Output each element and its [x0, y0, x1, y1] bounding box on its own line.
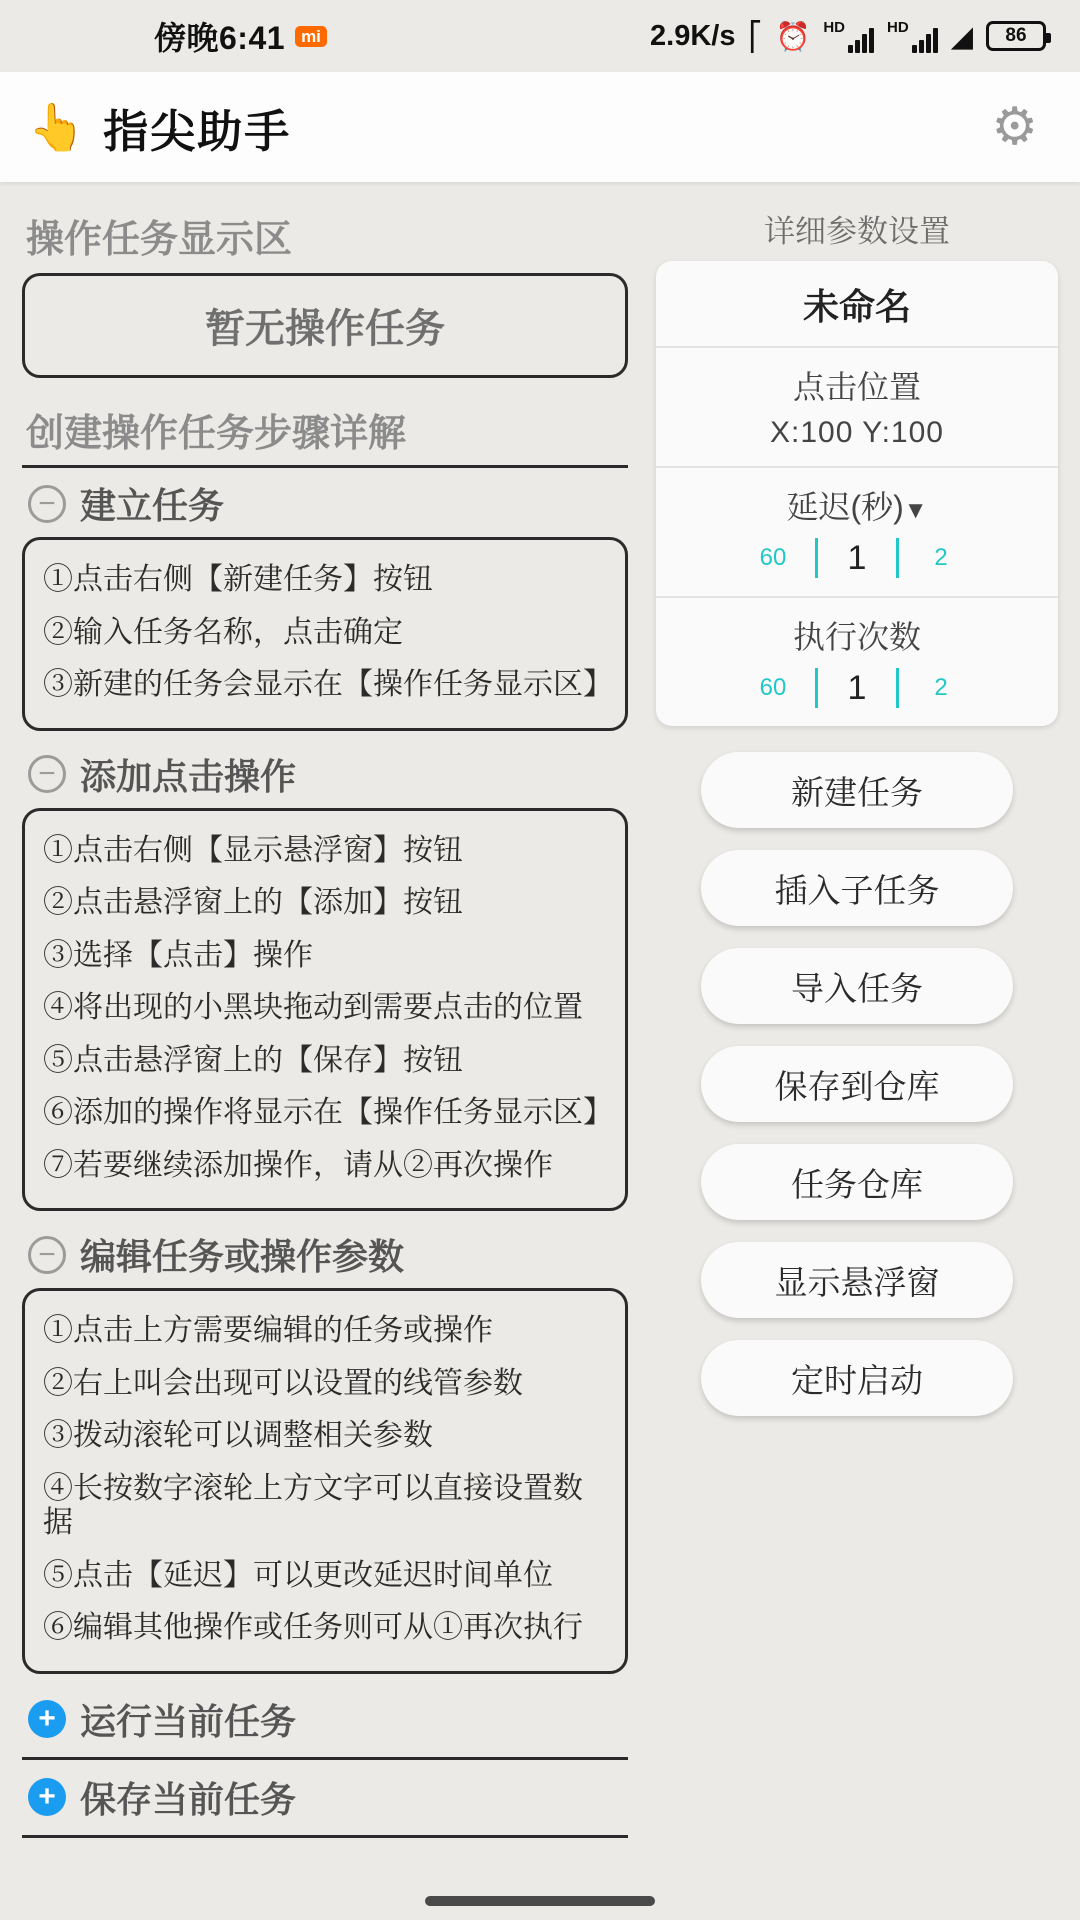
spinner-divider	[815, 538, 818, 578]
pointing-finger-icon: 👆	[28, 100, 86, 153]
repeat-spinner[interactable]	[656, 664, 1058, 714]
right-column	[650, 182, 1080, 1920]
task-area-title: 操作任务显示区	[26, 219, 293, 261]
task-display-area[interactable]	[22, 273, 628, 378]
hd-label-1: HD	[823, 18, 846, 36]
spinner-divider	[896, 538, 899, 578]
save-to-repository-button[interactable]: 保存到仓库	[701, 1046, 1013, 1122]
group-label: 编辑任务或操作参数	[80, 1236, 405, 1277]
step-item: ⑥编辑其他操作或任务则可从①再次执行	[43, 1611, 583, 1644]
signal-1	[823, 20, 874, 53]
insert-subtask-button[interactable]: 插入子任务	[701, 850, 1013, 926]
group-header-save-task[interactable]	[22, 1760, 628, 1838]
step-item: ③新建的任务会显示在【操作任务显示区】	[43, 668, 613, 701]
group-header-edit-params[interactable]	[22, 1219, 628, 1288]
spinner-divider	[815, 668, 818, 708]
position-label: 点击位置	[792, 369, 921, 405]
step-item: ④将出现的小黑块拖动到需要点击的位置	[43, 991, 583, 1024]
delay-label[interactable]	[656, 480, 1058, 534]
repeat-section[interactable]	[656, 598, 1058, 726]
alarm-icon: ⏰	[775, 20, 811, 52]
show-floating-window-button[interactable]: 显示悬浮窗	[701, 1242, 1013, 1318]
steps-section-title: 创建操作任务步骤详解	[22, 396, 628, 468]
signal-bars-2	[912, 25, 938, 53]
wifi-icon: ◢	[950, 20, 973, 53]
group-label: 添加点击操作	[80, 755, 297, 797]
signal-bars-1	[848, 25, 874, 53]
position-section[interactable]	[656, 348, 1058, 468]
status-time: 傍晚6:41	[154, 20, 286, 56]
step-item: ④长按数字滚轮上方文字可以直接设置数据	[43, 1471, 583, 1539]
spinner-divider	[896, 668, 899, 708]
hd-label-2: HD	[887, 18, 909, 36]
group-header-create-task[interactable]	[22, 468, 628, 537]
delay-current-value[interactable]: 1	[847, 538, 867, 577]
status-left	[154, 13, 327, 59]
repeat-current-value[interactable]: 1	[847, 668, 867, 707]
step-item: ⑦若要继续添加操作，请从②再次操作	[43, 1148, 553, 1182]
network-speed: 2.9K/s	[650, 19, 736, 52]
step-item: ⑤点击悬浮窗上的【保存】按钮	[43, 1043, 463, 1077]
delay-label-text: 延迟(秒)	[786, 489, 904, 525]
delay-spinner[interactable]	[656, 534, 1058, 584]
step-item: ⑥添加的操作将显示在【操作任务显示区】	[43, 1096, 613, 1129]
battery-indicator	[986, 21, 1046, 51]
repeat-prev-value[interactable]: 60	[759, 674, 787, 701]
main-content	[0, 182, 1080, 1920]
left-column	[0, 182, 650, 1920]
group-header-run-task[interactable]	[22, 1682, 628, 1760]
group-header-add-click[interactable]	[22, 739, 628, 808]
param-panel-title: 详细参数设置	[764, 214, 950, 249]
chevron-down-icon[interactable]: ▼	[903, 497, 928, 524]
brand-badge-icon: mi	[295, 26, 327, 47]
step-item: ①点击右侧【新建任务】按钮	[43, 563, 433, 596]
task-empty-label: 暂无操作任务	[205, 307, 445, 351]
delay-prev-value[interactable]: 60	[759, 544, 787, 571]
group-label: 运行当前任务	[80, 1700, 297, 1742]
home-indicator[interactable]	[425, 1896, 655, 1906]
plus-icon[interactable]: +	[28, 1700, 66, 1738]
minus-icon[interactable]: −	[28, 1236, 66, 1274]
navigation-bar	[0, 1882, 1080, 1920]
bluetooth-icon: ⎡	[748, 20, 763, 52]
group-body-create-task	[22, 537, 628, 731]
step-item: ⑤点击【延迟】可以更改延迟时间单位	[43, 1558, 553, 1592]
group-body-edit-params	[22, 1288, 628, 1674]
task-name-field[interactable]: 未命名	[656, 261, 1058, 348]
minus-icon[interactable]: −	[28, 485, 66, 523]
group-label: 保存当前任务	[80, 1778, 297, 1820]
status-bar	[0, 0, 1080, 72]
plus-icon[interactable]: +	[28, 1778, 66, 1816]
group-body-add-click	[22, 808, 628, 1212]
import-task-button[interactable]: 导入任务	[701, 948, 1013, 1024]
scheduled-start-button[interactable]: 定时启动	[701, 1340, 1013, 1416]
step-item: ①点击上方需要编辑的任务或操作	[43, 1314, 493, 1347]
signal-2	[887, 20, 938, 53]
gear-icon[interactable]: ⚙	[991, 98, 1038, 156]
app-title: 指尖助手	[103, 105, 292, 157]
step-item: ③拨动滚轮可以调整相关参数	[43, 1419, 433, 1452]
app-bar	[0, 72, 1080, 182]
new-task-button[interactable]: 新建任务	[701, 752, 1013, 828]
delay-section[interactable]	[656, 468, 1058, 598]
repeat-next-value[interactable]: 2	[934, 674, 948, 701]
param-card	[656, 261, 1058, 726]
status-right	[650, 19, 1046, 54]
step-item: ②右上叫会出现可以设置的线管参数	[43, 1366, 523, 1400]
step-item: ③选择【点击】操作	[43, 938, 313, 972]
position-value: X:100 Y:100	[770, 416, 944, 449]
delay-next-value[interactable]: 2	[934, 544, 948, 571]
step-item: ②点击悬浮窗上的【添加】按钮	[43, 886, 463, 919]
minus-icon[interactable]: −	[28, 755, 66, 793]
group-label: 建立任务	[80, 485, 225, 526]
action-button-column	[656, 752, 1058, 1416]
battery-level: 86	[1005, 25, 1027, 46]
step-item: ②输入任务名称，点击确定	[43, 615, 403, 649]
step-item: ①点击右侧【显示悬浮窗】按钮	[43, 833, 463, 867]
task-repository-button[interactable]: 任务仓库	[701, 1144, 1013, 1220]
repeat-label: 执行次数	[792, 619, 921, 655]
